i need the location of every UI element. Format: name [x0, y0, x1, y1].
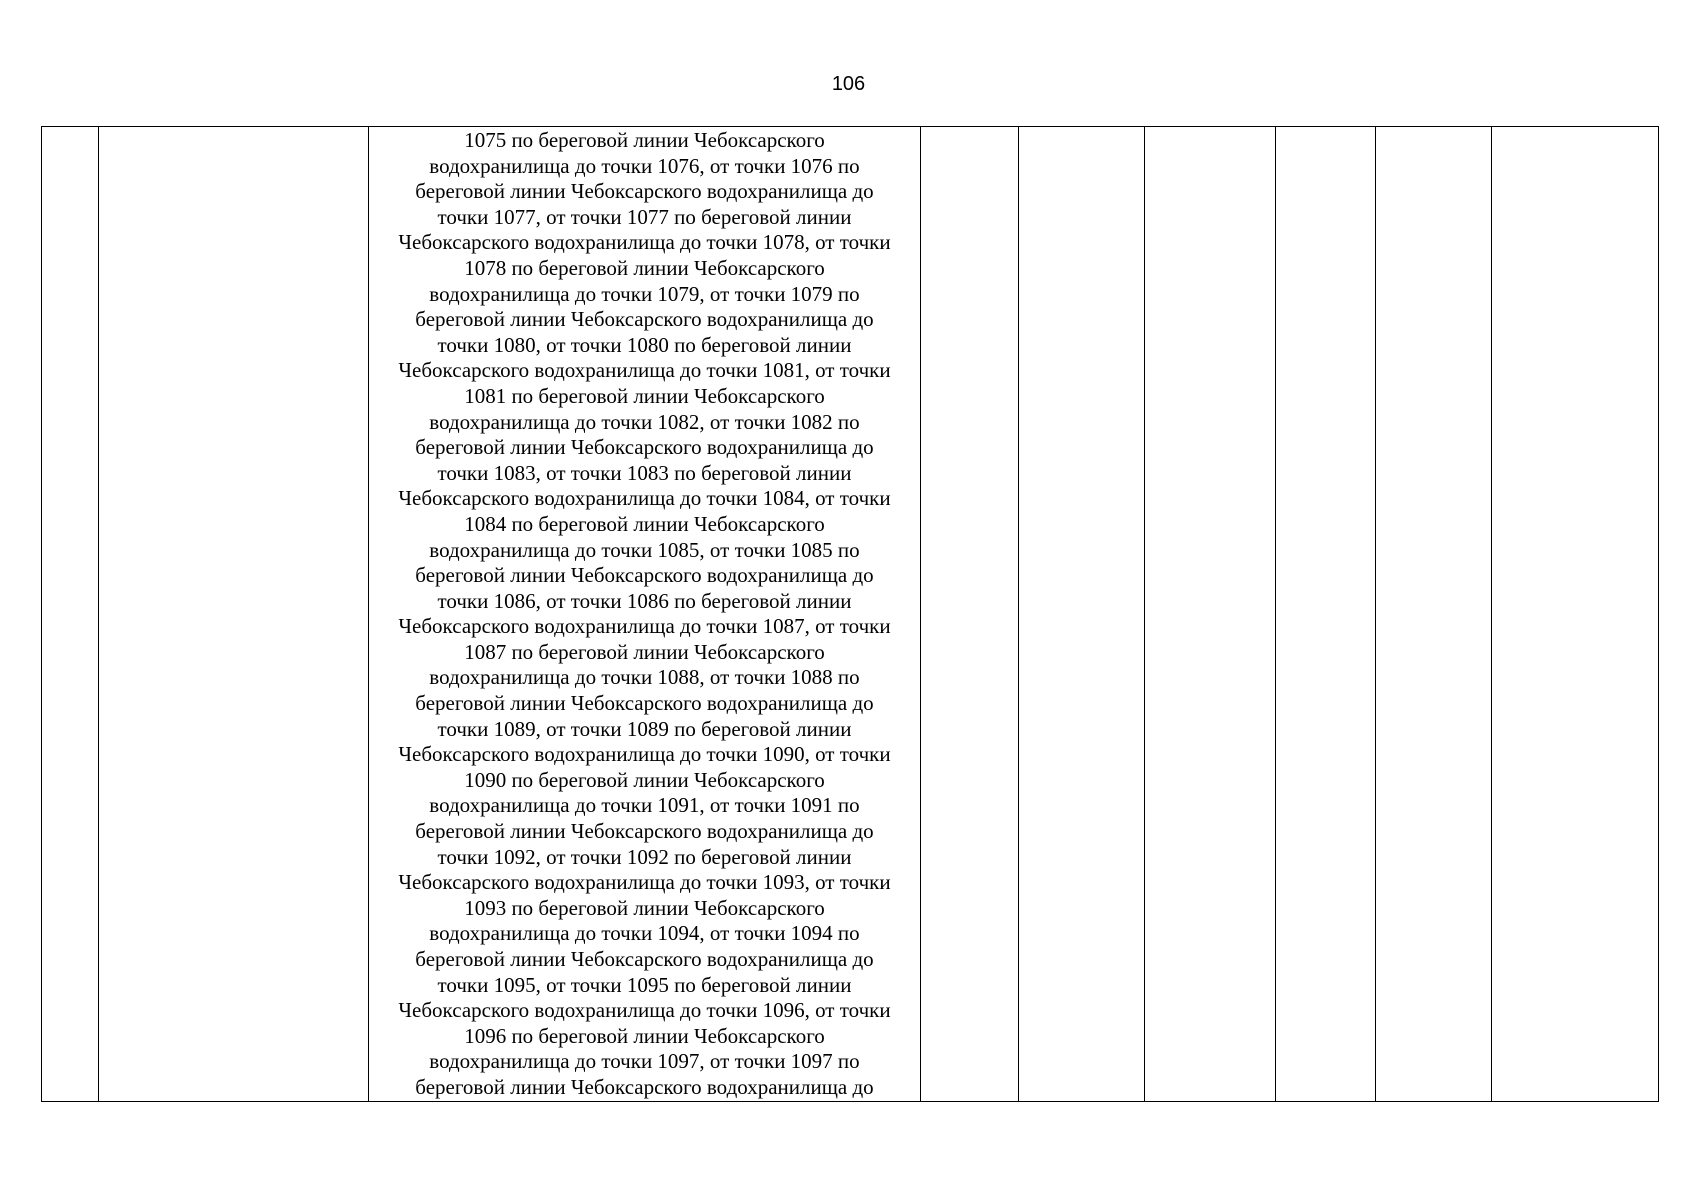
table-cell-number: [42, 127, 99, 1102]
description-line: водохранилища до точки 1091, от точки 1091 по: [429, 793, 860, 818]
description-line: Чебоксарского водохранилища до точки 1093, от точки: [398, 870, 891, 895]
description-line: береговой линии Чебоксарского водохранилища до: [415, 819, 874, 844]
description-line: точки 1086, от точки 1086 по береговой линии: [437, 588, 852, 613]
table-cell-col-5: [1019, 127, 1145, 1102]
description-line: водохранилища до точки 1097, от точки 1097 по: [429, 1049, 860, 1074]
description-line: береговой линии Чебоксарского водохранилища до: [415, 1074, 874, 1099]
description-line: береговой линии Чебоксарского водохранилища до: [415, 435, 874, 460]
description-line: водохранилища до точки 1082, от точки 1082 по: [429, 409, 860, 434]
table-cell-col-8: [1376, 127, 1492, 1102]
description-line: 1081 по береговой линии Чебоксарского: [464, 383, 825, 408]
description-line: Чебоксарского водохранилища до точки 1090, от точки: [398, 742, 891, 767]
description-line: Чебоксарского водохранилища до точки 1096, от точки: [398, 998, 891, 1023]
description-line: 1090 по береговой линии Чебоксарского: [464, 767, 825, 792]
description-line: точки 1092, от точки 1092 по береговой линии: [437, 844, 852, 869]
description-line: 1093 по береговой линии Чебоксарского: [464, 895, 825, 920]
description-line: точки 1077, от точки 1077 по береговой линии: [437, 204, 852, 229]
description-line: 1075 по береговой линии Чебоксарского: [464, 128, 825, 152]
description-line: 1087 по береговой линии Чебоксарского: [464, 639, 825, 664]
description-line: береговой линии Чебоксарского водохранилища до: [415, 307, 874, 332]
boundary-table: [41, 126, 1659, 1102]
description-line: 1084 по береговой линии Чебоксарского: [464, 511, 825, 536]
description-line: водохранилища до точки 1076, от точки 1076 по: [429, 153, 860, 178]
description-line: точки 1080, от точки 1080 по береговой линии: [437, 332, 852, 357]
description-line: водохранилища до точки 1079, от точки 1079 по: [429, 281, 860, 306]
table-cell-col-7: [1276, 127, 1376, 1102]
description-line: водохранилища до точки 1085, от точки 1085 по: [429, 537, 860, 562]
description-line: береговой линии Чебоксарского водохранилища до: [415, 563, 874, 588]
description-line: береговой линии Чебоксарского водохранилища до: [415, 179, 874, 204]
description-line: водохранилища до точки 1088, от точки 1088 по: [429, 665, 860, 690]
description-line: точки 1083, от точки 1083 по береговой линии: [437, 460, 852, 485]
description-line: 1096 по береговой линии Чебоксарского: [464, 1023, 825, 1048]
table-cell-name: [99, 127, 369, 1102]
description-line: Чебоксарского водохранилища до точки 1078, от точки: [398, 230, 891, 255]
description-line: Чебоксарского водохранилища до точки 1081, от точки: [398, 358, 891, 383]
description-line: точки 1095, от точки 1095 по береговой линии: [437, 972, 852, 997]
description-line: 1078 по береговой линии Чебоксарского: [464, 255, 825, 280]
table-cell-col-6: [1145, 127, 1276, 1102]
description-line: точки 1089, от точки 1089 по береговой линии: [437, 716, 852, 741]
description-line: водохранилища до точки 1094, от точки 1094 по: [429, 921, 860, 946]
table-cell-boundary-description: [369, 127, 921, 1102]
description-line: Чебоксарского водохранилища до точки 1084, от точки: [398, 486, 891, 511]
description-line: береговой линии Чебоксарского водохранилища до: [415, 947, 874, 971]
table-cell-col-9: [1492, 127, 1659, 1102]
description-line: Чебоксарского водохранилища до точки 1087, от точки: [398, 614, 891, 639]
table-row: [42, 127, 1659, 1102]
table-cell-col-4: [921, 127, 1019, 1102]
page-number: 106: [831, 73, 866, 95]
description-line: береговой линии Чебоксарского водохранилища до: [415, 691, 874, 716]
